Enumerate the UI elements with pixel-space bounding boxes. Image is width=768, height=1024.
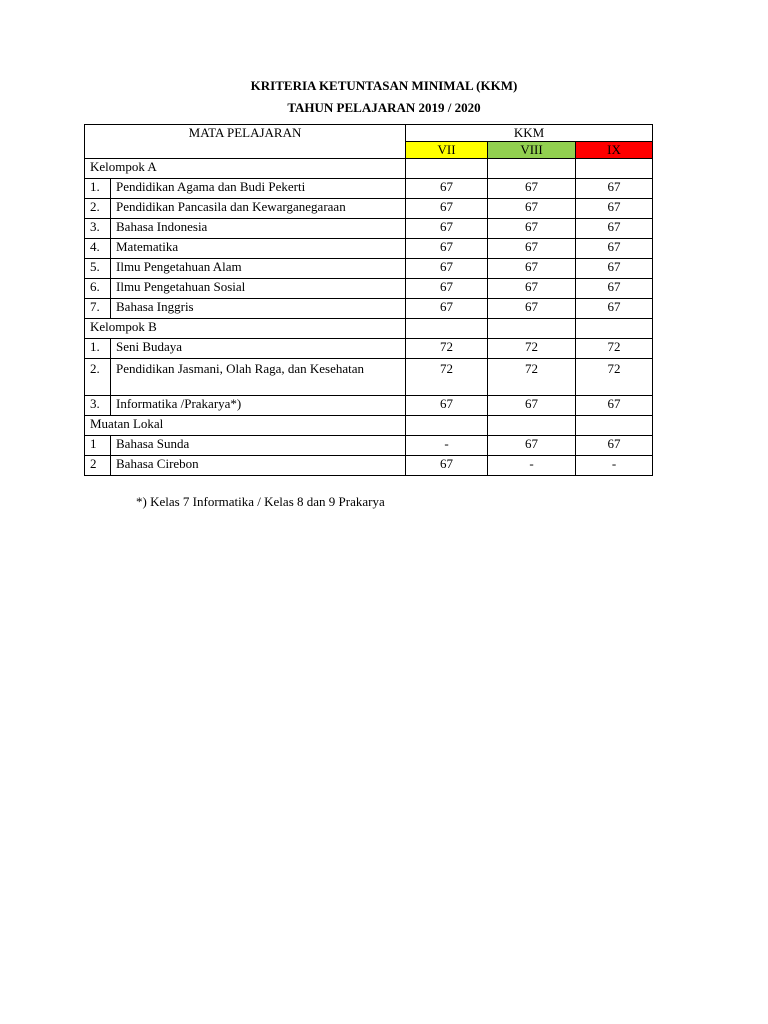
row-number: 1. <box>85 339 111 359</box>
kkm-viii-value: 67 <box>488 396 576 416</box>
grade-header-viii: VIII <box>488 142 576 159</box>
row-number: 6. <box>85 279 111 299</box>
kkm-vii-value: 67 <box>406 279 488 299</box>
kkm-ix-value: 67 <box>576 299 653 319</box>
kkm-vii-value: 67 <box>406 259 488 279</box>
subject-name: Ilmu Pengetahuan Alam <box>111 259 406 279</box>
kkm-viii-value: 67 <box>488 199 576 219</box>
table-row <box>85 339 653 359</box>
group-row-muatan-lokal <box>85 416 653 436</box>
table-row <box>85 199 653 219</box>
kkm-viii-value: 67 <box>488 239 576 259</box>
subject-name: Informatika /Prakarya*) <box>111 396 406 416</box>
kkm-viii-value: 72 <box>488 359 576 396</box>
row-number: 2. <box>85 199 111 219</box>
group-label: Muatan Lokal <box>85 416 406 436</box>
subject-name: Bahasa Indonesia <box>111 219 406 239</box>
kkm-column-header: KKM <box>406 125 653 142</box>
subject-name: Ilmu Pengetahuan Sosial <box>111 279 406 299</box>
subject-name: Seni Budaya <box>111 339 406 359</box>
kkm-viii-value: 67 <box>488 279 576 299</box>
row-number: 3. <box>85 219 111 239</box>
kkm-vii-value: 72 <box>406 359 488 396</box>
kkm-viii-value: 67 <box>488 299 576 319</box>
subject-name: Pendidikan Agama dan Budi Pekerti <box>111 179 406 199</box>
kkm-ix-value: 67 <box>576 199 653 219</box>
kkm-vii-value: 67 <box>406 299 488 319</box>
table-row <box>85 436 653 456</box>
subject-name: Bahasa Sunda <box>111 436 406 456</box>
kkm-ix-value: 67 <box>576 179 653 199</box>
document-title: KRITERIA KETUNTASAN MINIMAL (KKM) <box>250 78 518 93</box>
kkm-ix-value: - <box>576 456 653 476</box>
subject-name: Bahasa Cirebon <box>111 456 406 476</box>
kkm-vii-value: - <box>406 436 488 456</box>
kkm-ix-value: 67 <box>576 396 653 416</box>
row-number: 5. <box>85 259 111 279</box>
kkm-viii-value: 67 <box>488 436 576 456</box>
kkm-ix-value: 67 <box>576 279 653 299</box>
row-number: 3. <box>85 396 111 416</box>
row-number: 2. <box>85 359 111 396</box>
grade-header-ix: IX <box>576 142 653 159</box>
table-row <box>85 239 653 259</box>
table-row <box>85 259 653 279</box>
kkm-viii-value: 72 <box>488 339 576 359</box>
footnote: *) Kelas 7 Informatika / Kelas 8 dan 9 Prakarya <box>136 494 385 509</box>
kkm-ix-value: 72 <box>576 359 653 396</box>
kkm-ix-value: 67 <box>576 436 653 456</box>
table-row <box>85 299 653 319</box>
kkm-vii-value: 67 <box>406 456 488 476</box>
subject-column-header: MATA PELAJARAN <box>85 125 406 159</box>
kkm-viii-value: 67 <box>488 219 576 239</box>
kkm-vii-value: 67 <box>406 179 488 199</box>
subject-name: Pendidikan Jasmani, Olah Raga, dan Kesehatan <box>111 359 406 396</box>
subject-name: Bahasa Inggris <box>111 299 406 319</box>
kkm-viii-value: 67 <box>488 259 576 279</box>
subject-name: Matematika <box>111 239 406 259</box>
row-number: 4. <box>85 239 111 259</box>
kkm-table <box>84 124 653 476</box>
table-row <box>85 179 653 199</box>
table-row <box>85 219 653 239</box>
kkm-vii-value: 67 <box>406 396 488 416</box>
group-row-kelompok-b <box>85 319 653 339</box>
kkm-vii-value: 67 <box>406 219 488 239</box>
row-number: 1 <box>85 436 111 456</box>
row-number: 1. <box>85 179 111 199</box>
kkm-viii-value: 67 <box>488 179 576 199</box>
subject-name: Pendidikan Pancasila dan Kewarganegaraan <box>111 199 406 219</box>
kkm-vii-value: 67 <box>406 239 488 259</box>
kkm-ix-value: 67 <box>576 239 653 259</box>
group-row-kelompok-a <box>85 159 653 179</box>
kkm-ix-value: 72 <box>576 339 653 359</box>
table-row <box>85 279 653 299</box>
kkm-viii-value: - <box>488 456 576 476</box>
row-number: 2 <box>85 456 111 476</box>
kkm-ix-value: 67 <box>576 219 653 239</box>
kkm-vii-value: 72 <box>406 339 488 359</box>
group-label: Kelompok B <box>85 319 406 339</box>
row-number: 7. <box>85 299 111 319</box>
table-row <box>85 396 653 416</box>
document-subtitle: TAHUN PELAJARAN 2019 / 2020 <box>287 100 481 115</box>
kkm-vii-value: 67 <box>406 199 488 219</box>
grade-header-vii: VII <box>406 142 488 159</box>
group-label: Kelompok A <box>85 159 406 179</box>
table-row <box>85 359 653 396</box>
table-row <box>85 456 653 476</box>
kkm-ix-value: 67 <box>576 259 653 279</box>
